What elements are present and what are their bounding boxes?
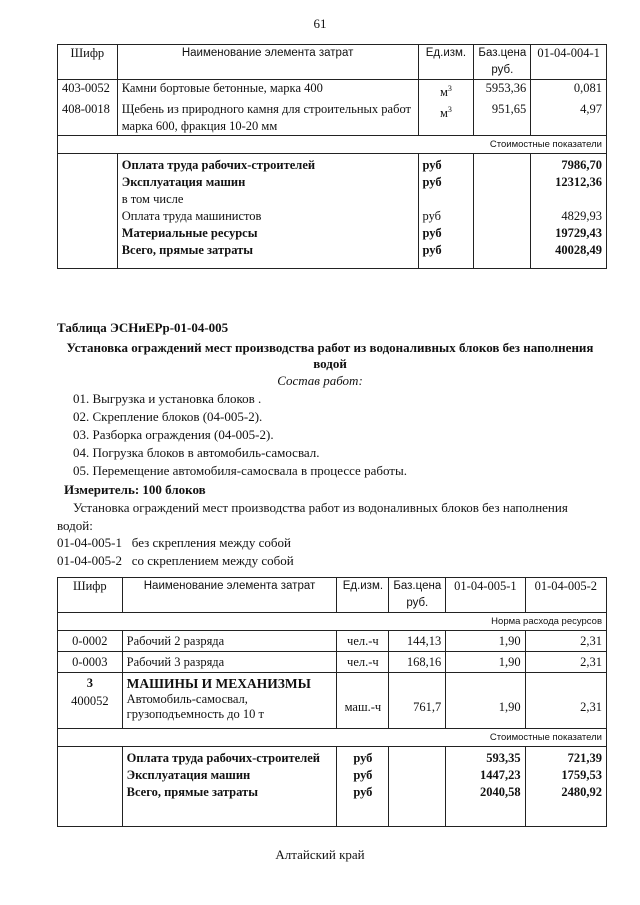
- header-name: Наименование элемента затрат: [117, 45, 418, 80]
- section-label: Стоимостные показатели: [58, 136, 607, 154]
- cost-row: Эксплуатация машин руб 1447,23 1759,53: [58, 767, 607, 784]
- header-price: Баз.цена руб.: [389, 578, 446, 613]
- step-item: 05. Перемещение автомобиля-самосвала в процессе работы.: [73, 463, 407, 478]
- cost-row: Материальные ресурсы руб 19729,43: [58, 225, 607, 242]
- table-row: 408-0018 Щебень из природного камня для строительных работ марка 600, фракция 10-20 мм $м^3$ 951,65 4,97: [58, 101, 607, 136]
- table-row: 403-0052 Камни бортовые бетонные, марка 400 $м^3$ 5953,36 0,081: [58, 80, 607, 102]
- cost-row: Всего, прямые затраты руб 2040,58 2480,92: [58, 784, 607, 826]
- section-row: [58, 136, 607, 154]
- variant-row: 01-04-005-1 без скрепления между собой: [57, 535, 291, 550]
- header-unit: Ед.изм.: [337, 578, 389, 613]
- cost-row: Оплата труда рабочих-строителей руб 7986,70: [58, 154, 607, 175]
- header-col-2: 01-04-005-2: [525, 578, 606, 613]
- meter-label: Измеритель: 100 блоков: [64, 482, 206, 497]
- cost-row: Оплата труда машинистов руб 4829,93: [58, 208, 607, 225]
- machines-row: 3 400052 МАШИНЫ И МЕХАНИЗМЫ Автомобиль-самосвал, грузоподъемность до 10 т маш.-ч 761,7 1,90 2,31: [58, 673, 607, 729]
- table-row: 0-0002 Рабочий 2 разряда чел.-ч 144,13 1,90 2,31: [58, 631, 607, 652]
- page-number: 61: [313, 16, 327, 31]
- table-header-row: [58, 45, 607, 80]
- step-item: 01. Выгрузка и установка блоков .: [73, 391, 262, 406]
- header-name: Наименование элемента затрат: [122, 578, 337, 613]
- variant-row: 01-04-005-2 со скреплением между собой: [57, 553, 294, 568]
- resource-table-1: [57, 44, 607, 269]
- cost-row: Всего, прямые затраты руб 40028,49: [58, 242, 607, 268]
- description: Установка ограждений мест производства работ из водоналивных блоков без наполнения водой:: [57, 500, 568, 533]
- header-code: Шифр: [58, 578, 123, 613]
- norm-label: Норма расхода ресурсов: [58, 613, 607, 631]
- header-col-1: 01-04-004-1: [531, 45, 607, 80]
- step-item: 03. Разборка ограждения (04-005-2).: [73, 427, 274, 442]
- composition-label: Состав работ:: [277, 373, 363, 388]
- table-header-row: [58, 578, 607, 613]
- table-row: 0-0003 Рабочий 3 разряда чел.-ч 168,16 1,90 2,31: [58, 652, 607, 673]
- section-row: [58, 613, 607, 631]
- header-code: Шифр: [58, 45, 118, 80]
- header-price: Баз.цена руб.: [474, 45, 531, 80]
- section-row: [58, 729, 607, 747]
- header-col-1: 01-04-005-1: [446, 578, 525, 613]
- table-subtitle: Установка ограждений мест производства работ из водоналивных блоков без наполнения водой: [66, 340, 594, 371]
- cost-row: Оплата труда рабочих-строителей руб 593,35 721,39: [58, 747, 607, 768]
- footer-region: Алтайский край: [275, 847, 365, 862]
- header-unit: Ед.изм.: [418, 45, 474, 80]
- section-label: Стоимостные показатели: [58, 729, 607, 747]
- table-title: Таблица ЭСНиЕРр-01-04-005: [57, 320, 229, 335]
- step-item: 02. Скрепление блоков (04-005-2).: [73, 409, 263, 424]
- cost-row: Эксплуатация машин руб 12312,36: [58, 174, 607, 191]
- machines-title: МАШИНЫ И МЕХАНИЗМЫ: [126, 676, 311, 691]
- step-item: 04. Погрузка блоков в автомобиль-самосвал.: [73, 445, 320, 460]
- resource-table-2: [57, 577, 607, 827]
- cost-row: в том числе: [58, 191, 607, 208]
